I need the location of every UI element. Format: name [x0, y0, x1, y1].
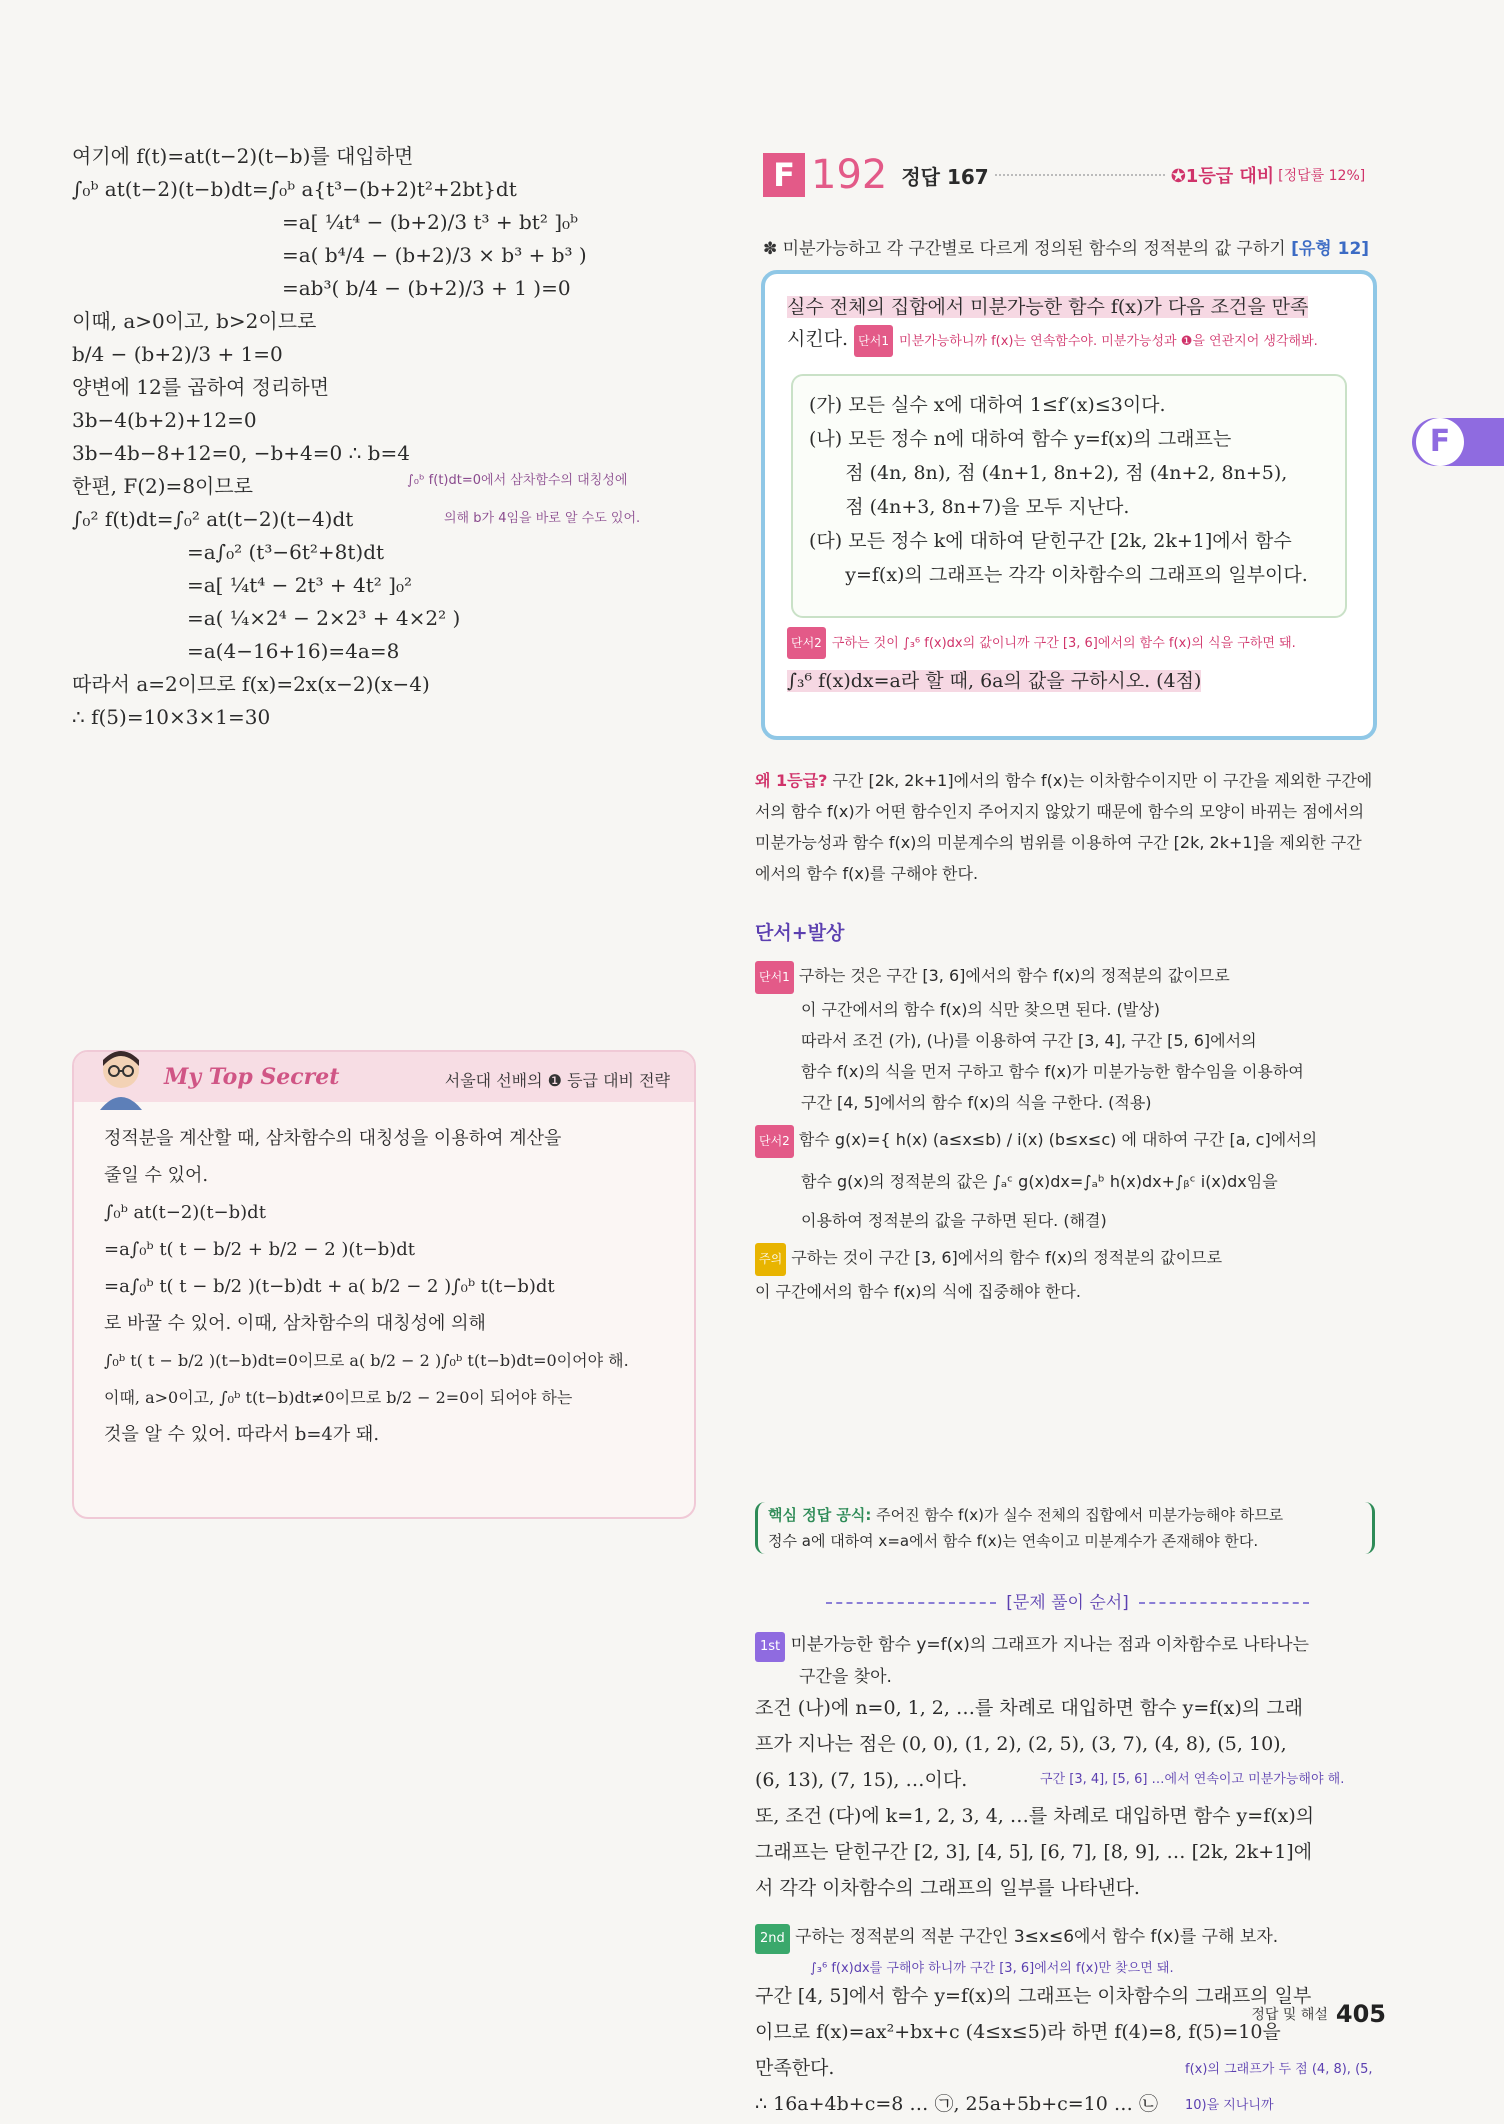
page-footer: [1251, 2000, 1386, 2028]
side-note: ∫₀ᵇ f(t)dt=0에서 삼차함수의 대칭성에: [407, 473, 628, 488]
avatar-icon: [90, 1044, 152, 1110]
dotted-leader: [995, 174, 1165, 176]
top-secret-subtitle: 서울대 선배의 ❶ 등급 대비 전략: [444, 1071, 670, 1090]
why-section: [755, 765, 1375, 889]
step-label: 1st: [755, 1632, 785, 1662]
text-line: 정적분을 계산할 때, 삼차함수의 대칭성을 이용하여 계산을: [104, 1128, 562, 1149]
formula-line: 정수 a에 대하여 x=a에서 함수 f(x)는 연속이고 미분계수가 존재해야 한다.: [768, 1532, 1259, 1550]
formula-tag: 핵심 정답 공식:: [768, 1506, 872, 1524]
step-line: 이므로 f(x)=ax²+bx+c (4≤x≤5)라 하면 f(4)=8, f(5)=10을: [755, 2021, 1281, 2043]
math-line: ∫₀ᵇ at(t−2)(t−b)dt: [104, 1202, 266, 1223]
clue-steps: [755, 960, 1375, 1307]
condition-line: 점 (4n, 8n), 점 (4n+1, 8n+2), 점 (4n+2, 8n+5),: [809, 462, 1288, 484]
math-line: ∴ f(5)=10×3×1=30: [72, 705, 271, 729]
math-line: 이때, a>0이고, ∫₀ᵇ t(t−b)dt≠0이므로 b/2 − 2=0이 되어야 하는: [104, 1388, 573, 1407]
why-tag: 왜 1등급?: [755, 771, 828, 790]
problem-intro-2: 시킨다.: [787, 328, 849, 350]
math-line: =a( ¼×2⁴ − 2×2³ + 4×2² ): [187, 606, 461, 630]
hint-label: 단서2: [787, 627, 826, 659]
text-line: 한편, F(2)=8이므로: [72, 474, 254, 498]
step-note: ∫₃⁶ f(x)dx를 구해야 하니까 구간 [3, 6]에서의 f(x)만 찾으면 돼.: [810, 1961, 1174, 1976]
condition-line: 점 (4n+3, 8n+7)을 모두 지난다.: [809, 496, 1130, 518]
step-title: 미분가능한 함수 y=f(x)의 그래프가 지나는 점과 이차함수로 나타나는: [790, 1635, 1309, 1655]
condition-line: (나) 모든 정수 n에 대하여 함수 y=f(x)의 그래프는: [809, 428, 1232, 450]
correct-rate: [정답률 12%]: [1278, 168, 1366, 184]
math-line: ∫₀ᵇ at(t−2)(t−b)dt=∫₀ᵇ a{t³−(b+2)t²+2bt}dt: [72, 177, 517, 201]
hint-label: 단서1: [854, 325, 893, 357]
step1-body: [755, 1690, 1380, 1906]
math-line: b/4 − (b+2)/3 + 1=0: [72, 342, 283, 366]
math-line: 3b−4(b+2)+12=0: [72, 408, 257, 432]
question-badge: F: [763, 153, 805, 197]
step-line: 만족한다.: [755, 2057, 835, 2079]
math-line: ∫₀ᵇ t( t − b/2 )(t−b)dt=0이므로 a( b/2 − 2 )∫₀ᵇ t(t−b)dt=0이어야 해.: [104, 1351, 629, 1370]
problem-box: [761, 270, 1377, 740]
step-line: (6, 13), (7, 15), …이다.: [755, 1769, 968, 1791]
problem-intro: 실수 전체의 집합에서 미분가능한 함수 f(x)가 다음 조건을 만족: [787, 296, 1309, 318]
clue-label: 단서1: [755, 961, 794, 994]
clue-line: 함수 f(x)의 식을 먼저 구하고 함수 f(x)가 미분가능한 함수임을 이용하여: [801, 1062, 1304, 1081]
step-line: 또, 조건 (다)에 k=1, 2, 3, 4, …를 차례로 대입하면 함수 y=f(x)의: [755, 1805, 1315, 1827]
clue-line: 이 구간에서의 함수 f(x)의 식만 찾으면 된다. (발상): [801, 1000, 1160, 1019]
clue-label: 단서2: [755, 1125, 794, 1158]
clue-heading: 단서+발상: [755, 922, 845, 944]
clue-line: 구간 [4, 5]에서의 함수 f(x)의 식을 구한다. (적용): [801, 1093, 1152, 1112]
step-line: 구간 [4, 5]에서 함수 y=f(x)의 그래프는 이차함수의 그래프의 일부: [755, 1985, 1312, 2007]
text-line: 것을 알 수 있어. 따라서 b=4가 돼.: [104, 1424, 380, 1445]
condition-line: y=f(x)의 그래프는 각각 이차함수의 그래프의 일부이다.: [809, 564, 1308, 586]
math-line: =a[ ¼t⁴ − 2t³ + 4t² ]₀²: [187, 573, 412, 597]
hint-text: 미분가능하니까 f(x)는 연속함수야. 미분가능성과 ❶을 연관지어 생각해봐.: [899, 334, 1318, 349]
why-text: 구간 [2k, 2k+1]에서의 함수 f(x)는 이차함수이지만 이 구간을 제외한 구간에서의 함수 f(x)가 어떤 함수인지 주어지지 않았기 때문에 함수의 모양이 바뀌는 점에서의 미분가능성과 함수 f(x)의 미분계수의 범위를 이용하여 구간 [2k, 2k+1]을 제외한 구간에서의 함수 f(x)를 구해야 한다.: [755, 771, 1373, 883]
clue-line: 따라서 조건 (가), (나)를 이용하여 구간 [3, 4], 구간 [5, 6]에서의: [801, 1031, 1257, 1050]
step-note: 구간 [3, 4], [5, 6] …에서 연속이고 미분가능해야 해.: [1040, 1772, 1345, 1787]
key-formula-box: [755, 1502, 1375, 1554]
side-note: 의해 b가 4임을 바로 알 수도 있어.: [444, 511, 641, 526]
step1-title: [755, 1630, 1380, 1692]
question-topic: [763, 234, 1369, 259]
math-line: =a∫₀ᵇ t( t − b/2 )(t−b)dt + a( b/2 − 2 )∫₀ᵇ t(t−b)dt: [104, 1276, 555, 1297]
step-line: 프가 지나는 점은 (0, 0), (1, 2), (2, 5), (3, 7), (4, 8), (5, 10),: [755, 1733, 1287, 1755]
top-secret-box: [72, 1050, 696, 1519]
condition-line: (다) 모든 정수 k에 대하여 닫힌구간 [2k, 2k+1]에서 함수: [809, 530, 1292, 552]
math-line: =a∫₀² (t³−6t²+8t)dt: [187, 540, 385, 564]
math-line: =ab³( b/4 − (b+2)/3 + 1 )=0: [282, 276, 571, 300]
text-line: 이때, a>0이고, b>2이므로: [72, 309, 317, 333]
answer-label: 정답 167: [901, 164, 989, 189]
caution-label: 주의: [755, 1243, 786, 1276]
question-number: 192: [811, 152, 888, 198]
top-secret-title: My Top Secret: [164, 1064, 340, 1090]
topic-text: ✽ 미분가능하고 각 구간별로 다르게 정의된 함수의 정적분의 값 구하기: [763, 239, 1286, 259]
caution-line: 이 구간에서의 함수 f(x)의 식에 집중해야 한다.: [755, 1282, 1081, 1301]
clue-line: 함수 g(x)의 정적분의 값은 ∫ₐᶜ g(x)dx=∫ₐᵇ h(x)dx+∫ᵦᶜ i(x)dx임을: [801, 1172, 1278, 1191]
hint-text: 구하는 것이 ∫₃⁶ f(x)dx의 값이니까 구간 [3, 6]에서의 함수 f(x)의 식을 구하면 돼.: [831, 636, 1296, 651]
text-line: 여기에 f(t)=at(t−2)(t−b)를 대입하면: [72, 144, 414, 168]
step-line: 그래프는 닫힌구간 [2, 3], [4, 5], [6, 7], [8, 9], … [2k, 2k+1]에: [755, 1841, 1313, 1863]
solution-order-heading: [문제 풀이 순서]: [755, 1588, 1380, 1613]
text-line: 양변에 12를 곱하여 정리하면: [72, 375, 330, 399]
left-column: [72, 140, 702, 734]
clue-line: 구하는 것은 구간 [3, 6]에서의 함수 f(x)의 정적분의 값이므로: [798, 966, 1230, 985]
question-header: [763, 152, 1365, 198]
chapter-side-tab[interactable]: [1412, 418, 1504, 466]
clue-line: 함수 g(x)={ h(x) (a≤x≤b) / i(x) (b≤x≤c) 에 대하여 구간 [a, c]에서의: [798, 1130, 1318, 1149]
topic-tag: [유형 12]: [1291, 239, 1370, 259]
clue-line: 이용하여 정적분의 값을 구하면 된다. (해결): [801, 1211, 1107, 1230]
conditions-box: [791, 374, 1347, 618]
footer-label: 정답 및 해설: [1251, 2007, 1328, 2023]
math-line: 3b−4b−8+12=0, −b+4=0 ∴ b=4: [72, 441, 410, 465]
step-line: 서 각각 이차함수의 그래프의 일부를 나타낸다.: [755, 1877, 1140, 1899]
condition-line: (가) 모든 실수 x에 대하여 1≤f′(x)≤3이다.: [809, 394, 1166, 416]
step-label: 2nd: [755, 1924, 790, 1954]
formula-line: 주어진 함수 f(x)가 실수 전체의 집합에서 미분가능해야 하므로: [876, 1506, 1284, 1524]
grade-label: ✪1등급 대비: [1170, 166, 1275, 187]
page-number: 405: [1335, 2000, 1386, 2028]
step-line: ∴ 16a+4b+c=8 … ㉠, 25a+5b+c=10 … ㉡: [755, 2093, 1158, 2115]
text-line: 따라서 a=2이므로 f(x)=2x(x−2)(x−4): [72, 672, 430, 696]
caution-line: 구하는 것이 구간 [3, 6]에서의 함수 f(x)의 정적분의 값이므로: [791, 1248, 1223, 1267]
math-line: =a( b⁴/4 − (b+2)/3 × b³ + b³ ): [282, 243, 587, 267]
step2-title: [755, 1922, 1380, 1984]
text-line: 로 바꿀 수 있어. 이때, 삼차함수의 대칭성에 의해: [104, 1313, 486, 1334]
step-title: 구간을 찾아.: [799, 1667, 892, 1687]
question-ask: ∫₃⁶ f(x)dx=a라 할 때, 6a의 값을 구하시오. (4점): [787, 670, 1202, 692]
math-line: =a[ ¼t⁴ − (b+2)/3 t³ + bt² ]₀ᵇ: [282, 210, 579, 234]
chapter-letter: F: [1416, 418, 1464, 466]
text-line: 줄일 수 있어.: [104, 1165, 209, 1186]
step-note: f(x)의 그래프가 두 점 (4, 8), (5, 10)을 지나니까: [1185, 2062, 1373, 2113]
math-line: =a(4−16+16)=4a=8: [187, 639, 400, 663]
top-secret-body: [104, 1120, 674, 1453]
math-line: =a∫₀ᵇ t( t − b/2 + b/2 − 2 )(t−b)dt: [104, 1239, 416, 1260]
math-line: ∫₀² f(t)dt=∫₀² at(t−2)(t−4)dt: [72, 507, 354, 531]
step-title: 구하는 정적분의 적분 구간인 3≤x≤6에서 함수 f(x)를 구해 보자.: [795, 1927, 1279, 1947]
step-line: 조건 (나)에 n=0, 1, 2, …를 차례로 대입하면 함수 y=f(x)의 그래: [755, 1697, 1304, 1719]
